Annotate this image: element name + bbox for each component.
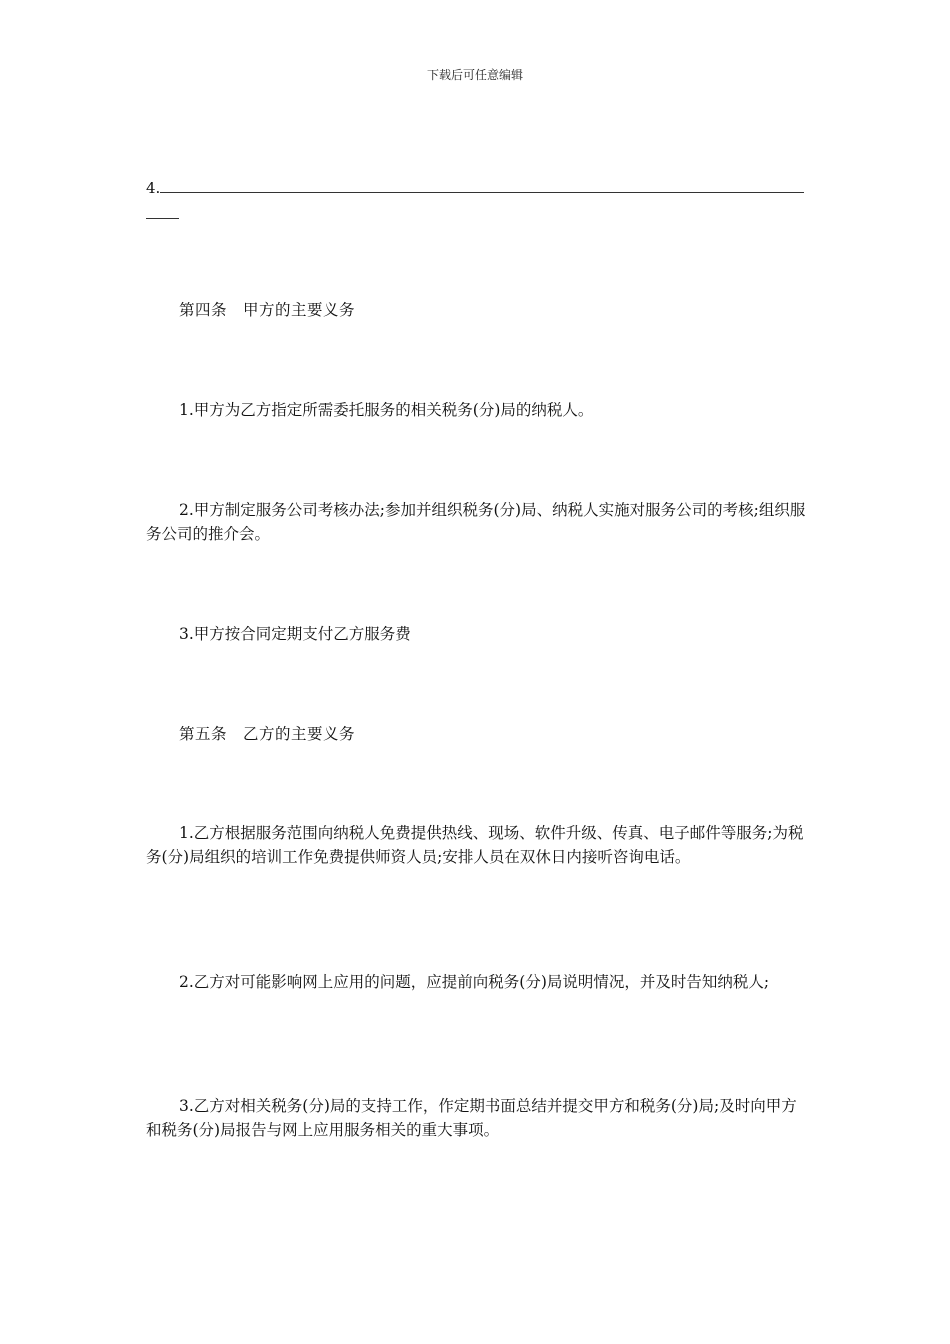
article-5-item-1: 1.乙方根据服务范围向纳税人免费提供热线、现场、软件升级、传真、电子邮件等服务;为税务(分)局组织的培训工作免费提供师资人员;安排人员在双休日内接听咨询电话。 <box>146 824 804 866</box>
blank-item-number: 4. <box>146 179 161 197</box>
article-4-item-3: 3.甲方按合同定期支付乙方服务费 <box>179 625 411 643</box>
fill-in-line-continuation <box>146 218 179 219</box>
section-title-article-5: 第五条 乙方的主要义务 <box>179 725 356 743</box>
blank-item-4 <box>146 178 806 198</box>
article-4-item-1: 1.甲方为乙方指定所需委托服务的相关税务(分)局的纳税人。 <box>179 401 594 419</box>
fill-in-line <box>160 192 804 193</box>
article-4-item-2: 2.甲方制定服务公司考核办法;参加并组织税务(分)局、纳税人实施对服务公司的考核;组织服务公司的推介会。 <box>146 501 806 543</box>
page-header-note: 下载后可任意编辑 <box>426 68 523 82</box>
section-title-article-4: 第四条 甲方的主要义务 <box>179 301 356 319</box>
article-5-item-3: 3.乙方对相关税务(分)局的支持工作，作定期书面总结并提交甲方和税务(分)局;及时向甲方和税务(分)局报告与网上应用服务相关的重大事项。 <box>146 1097 797 1139</box>
article-5-item-2: 2.乙方对可能影响网上应用的问题，应提前向税务(分)局说明情况，并及时告知纳税人; <box>179 973 770 991</box>
